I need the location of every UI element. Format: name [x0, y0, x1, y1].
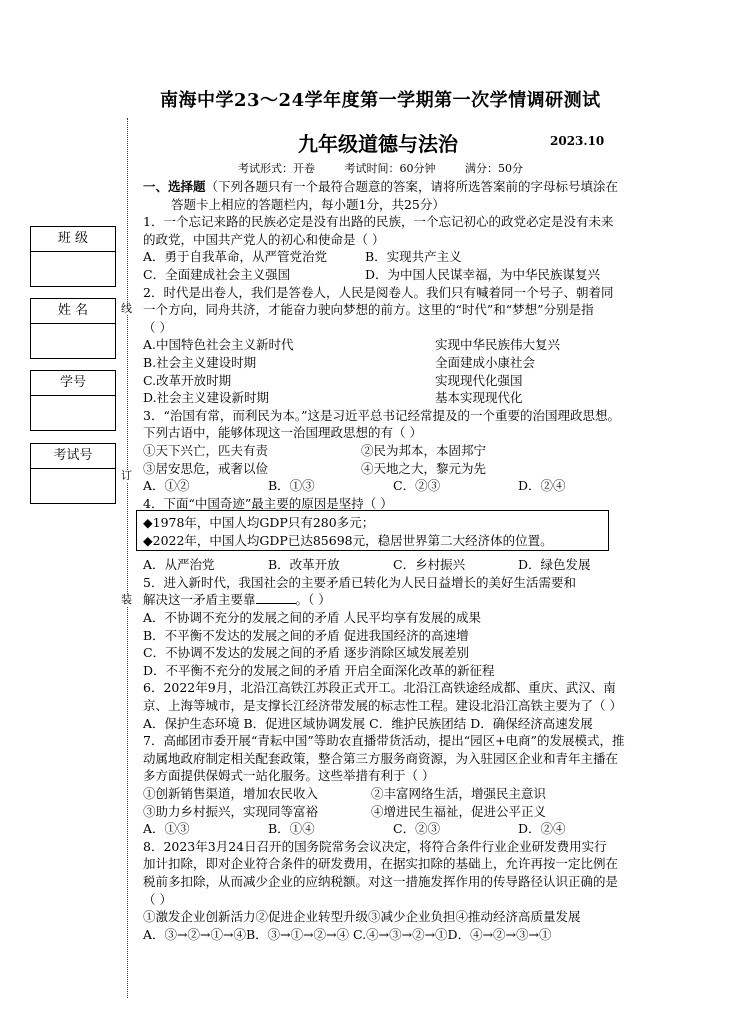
q2-option-c[interactable]: C.改革开放时期 实现现代化强国 — [143, 372, 523, 388]
q3-statements-row1 — [143, 442, 663, 460]
q6-stem-line1: 6．2022年9月，北沿江高铁江苏段正式开工。北沿江高铁途经成都、重庆、武汉、南 — [143, 680, 616, 696]
class-field — [30, 226, 116, 287]
q1-option-a[interactable]: A．勇于自我革命，从严管党治党 — [143, 249, 328, 265]
question-section — [143, 178, 663, 943]
q5-stem-line1: 5．进入新时代，我国社会的主要矛盾已转化为人民日益增长的美好生活需要和 — [143, 574, 576, 590]
name-label: 姓 名 — [31, 299, 115, 324]
q8-stem-line1: 8．2023年3月24日召开的国务院常务会议决定，将符合条件行业企业研发费用实行 — [143, 838, 607, 854]
cut-char-zhuang: 装 — [121, 593, 132, 606]
q4-option-c[interactable]: C．乡村振兴 — [393, 557, 466, 573]
name-field — [30, 298, 116, 359]
q3-options — [143, 477, 663, 495]
q6-stem-line2: 京、上海等城市，是支撑长江经济带发展的标志性工程。建设北沿江高铁主要为了（ ） — [143, 698, 622, 714]
exam-time: 考试时间：60分钟 — [344, 162, 436, 175]
q3-statement-1: ①天下兴亡，匹夫有责 — [143, 442, 269, 458]
name-blank[interactable] — [31, 324, 115, 358]
q3-statement-2: ②民为邦本，本固邦宁 — [361, 442, 487, 458]
q7-stem-line2: 动属地政府制定相关配套政策，整合第三方服务商资源，为入驻园区企业和青年主播在 — [143, 750, 619, 766]
exam-date: 2023.10 — [550, 134, 605, 148]
q2-option-a[interactable]: A.中国特色社会主义新时代 实现中华民族伟大复兴 — [143, 337, 561, 353]
student-id-blank[interactable] — [31, 396, 115, 430]
q5-option-a[interactable]: A．不协调不充分的发展之间的矛盾 人民平均享有发展的成果 — [143, 610, 482, 626]
q2-option-b[interactable]: B.社会主义建设时期 全面建成小康社会 — [143, 354, 536, 370]
q8-stem-line3: 税前多扣除，从而减少企业的应纳税额。对这一措施发挥作用的传导路径认识正确的是 — [143, 873, 619, 889]
q1-option-d[interactable]: D．为中国人民谋幸福，为中华民族谋复兴 — [365, 266, 601, 282]
section-instruction: 答题卡上相应的答题栏内，每小题1分，共25分） — [171, 196, 445, 212]
q1-stem-line1: 1．一个忘记来路的民族必定是没有出路的民族，一个忘记初心的政党必定是没有未来 — [143, 214, 614, 230]
q7-statement-3: ③助力乡村振兴，实现同等富裕 — [143, 803, 319, 819]
q7-stem-line3: 多方面提供保姆式一站化服务。这些举措有利于（ ） — [143, 768, 435, 784]
q4-option-d[interactable]: D．绿色发展 — [518, 557, 591, 573]
q2-stem-line3: （ ） — [143, 319, 172, 335]
exam-info — [238, 160, 549, 176]
q3-statement-3: ③居安思危，戒奢以俭 — [143, 460, 269, 476]
q4-box-line2: ◆2022年，中国人均GDP已达85698元，稳居世界第二大经济体的位置。 — [143, 532, 553, 548]
q3-statements-row2 — [143, 460, 663, 478]
cut-char-ding: 订 — [121, 469, 132, 482]
exam-subject: 九年级道德与法治 — [298, 132, 458, 156]
binding-cut-line — [127, 118, 128, 998]
class-label: 班 级 — [31, 227, 115, 252]
q7-option-a[interactable]: A．①③ — [143, 821, 190, 837]
q7-statements-row1 — [143, 785, 663, 803]
cut-char-xian: 线 — [121, 302, 132, 315]
q7-stem-line1: 7．高邮团市委开展“青耘中国”等助农直播带货活动，提出“园区+电商”的发展模式，推 — [143, 733, 625, 749]
q7-option-b[interactable]: B．①④ — [268, 821, 315, 837]
q2-stem-line1: 2．时代是出卷人，我们是答卷人，人民是阅卷人。我们只有喊着同一个号子、朝着同 — [143, 284, 614, 300]
q4-info-box — [136, 510, 609, 551]
q5-stem-line2: 解决这一矛盾主要靠 。（ ） — [143, 592, 331, 608]
student-id-field — [30, 370, 116, 431]
q7-statements-row2 — [143, 803, 663, 821]
q5-option-c[interactable]: C．不协调不发达的发展之间的矛盾 逐步消除区域发展差别 — [143, 645, 470, 661]
q3-stem-line2: 下列古语中，能够体现这一治国理政思想的有（ ） — [143, 425, 422, 441]
q8-stem-line4: （ ） — [143, 891, 172, 907]
q7-options — [143, 820, 663, 838]
q3-option-a[interactable]: A．①② — [143, 478, 190, 494]
q1-option-c[interactable]: C．全面建成社会主义强国 — [143, 266, 291, 282]
q1-stem-line2: 的政党，中国共产党人的初心和使命是（ ） — [143, 231, 385, 247]
q2-option-d[interactable]: D.社会主义建设新时期 基本实现现代化 — [143, 390, 523, 406]
q4-options — [143, 556, 663, 574]
q4-option-a[interactable]: A．从严治党 — [143, 557, 215, 573]
q1-options-row1 — [143, 248, 663, 266]
q8-chain: ①激发企业创新活力②促进企业转型升级③减少企业负担④推动经济高质量发展 — [143, 909, 581, 925]
q4-stem: 4．下面“中国奇迹”最主要的原因是坚持（ ） — [143, 495, 393, 511]
q1-options-row2 — [143, 266, 663, 284]
q3-statement-4: ④天地之大，黎元为先 — [361, 460, 487, 476]
q8-options[interactable]: A．③→②→①→④B．③→①→②→④ C.④→③→②→①D．④→②→③→① — [143, 926, 552, 942]
q1-option-b[interactable]: B．实现共产主义 — [365, 249, 462, 265]
q6-options[interactable]: A．保护生态环境 B．促进区域协调发展 C．维护民族团结 D．确保经济高速发展 — [143, 715, 593, 731]
exam-form: 考试形式：开卷 — [238, 162, 315, 175]
q3-option-b[interactable]: B．①③ — [268, 478, 315, 494]
q7-statement-1: ①创新销售渠道，增加农民收入 — [143, 786, 319, 801]
exam-number-blank[interactable] — [31, 469, 115, 503]
student-id-label: 学号 — [31, 371, 115, 396]
section-heading: 一、选择题（下列各题只有一个最符合题意的答案，请将所选答案前的字母标号填涂在 — [143, 179, 619, 194]
q7-statement-4: ④增进民生福祉，促进公平正义 — [371, 803, 547, 819]
q2-stem-line2: 一个方向，同舟共济，才能奋力驶向梦想的前方。这里的“时代”和“梦想”分别是指 — [143, 302, 594, 318]
exam-title: 南海中学23～24学年度第一学期第一次学情调研测试 — [160, 90, 601, 111]
q7-statement-2: ②丰富网络生活，增强民主意识 — [371, 786, 547, 801]
q8-stem-line2: 加计扣除，即对企业符合条件的研发费用，在据实扣除的基础上，允许再按一定比例在 — [143, 856, 619, 872]
class-blank[interactable] — [31, 252, 115, 286]
q4-option-b[interactable]: B．改革开放 — [268, 557, 340, 573]
q3-stem-line1: 3．“治国有常，而利民为本。”这是习近平总书记经常提及的一个重要的治国理政思想。 — [143, 407, 620, 423]
exam-score: 满分：50分 — [465, 162, 523, 175]
q5-option-b[interactable]: B．不平衡不发达的发展之间的矛盾 促进我国经济的高速增 — [143, 627, 469, 643]
q5-blank — [256, 591, 296, 604]
q4-box-line1: ◆1978年，中国人均GDP只有280多元； — [143, 515, 375, 530]
exam-number-field — [30, 443, 116, 504]
q3-option-d[interactable]: D．②④ — [518, 478, 566, 494]
q3-option-c[interactable]: C．②③ — [393, 478, 441, 494]
q7-option-d[interactable]: D．②④ — [518, 821, 566, 837]
q7-option-c[interactable]: C．②③ — [393, 821, 441, 837]
q5-option-d[interactable]: D．不平衡不充分的发展之间的矛盾 开启全面深化改革的新征程 — [143, 662, 495, 678]
exam-number-label: 考试号 — [31, 444, 115, 469]
